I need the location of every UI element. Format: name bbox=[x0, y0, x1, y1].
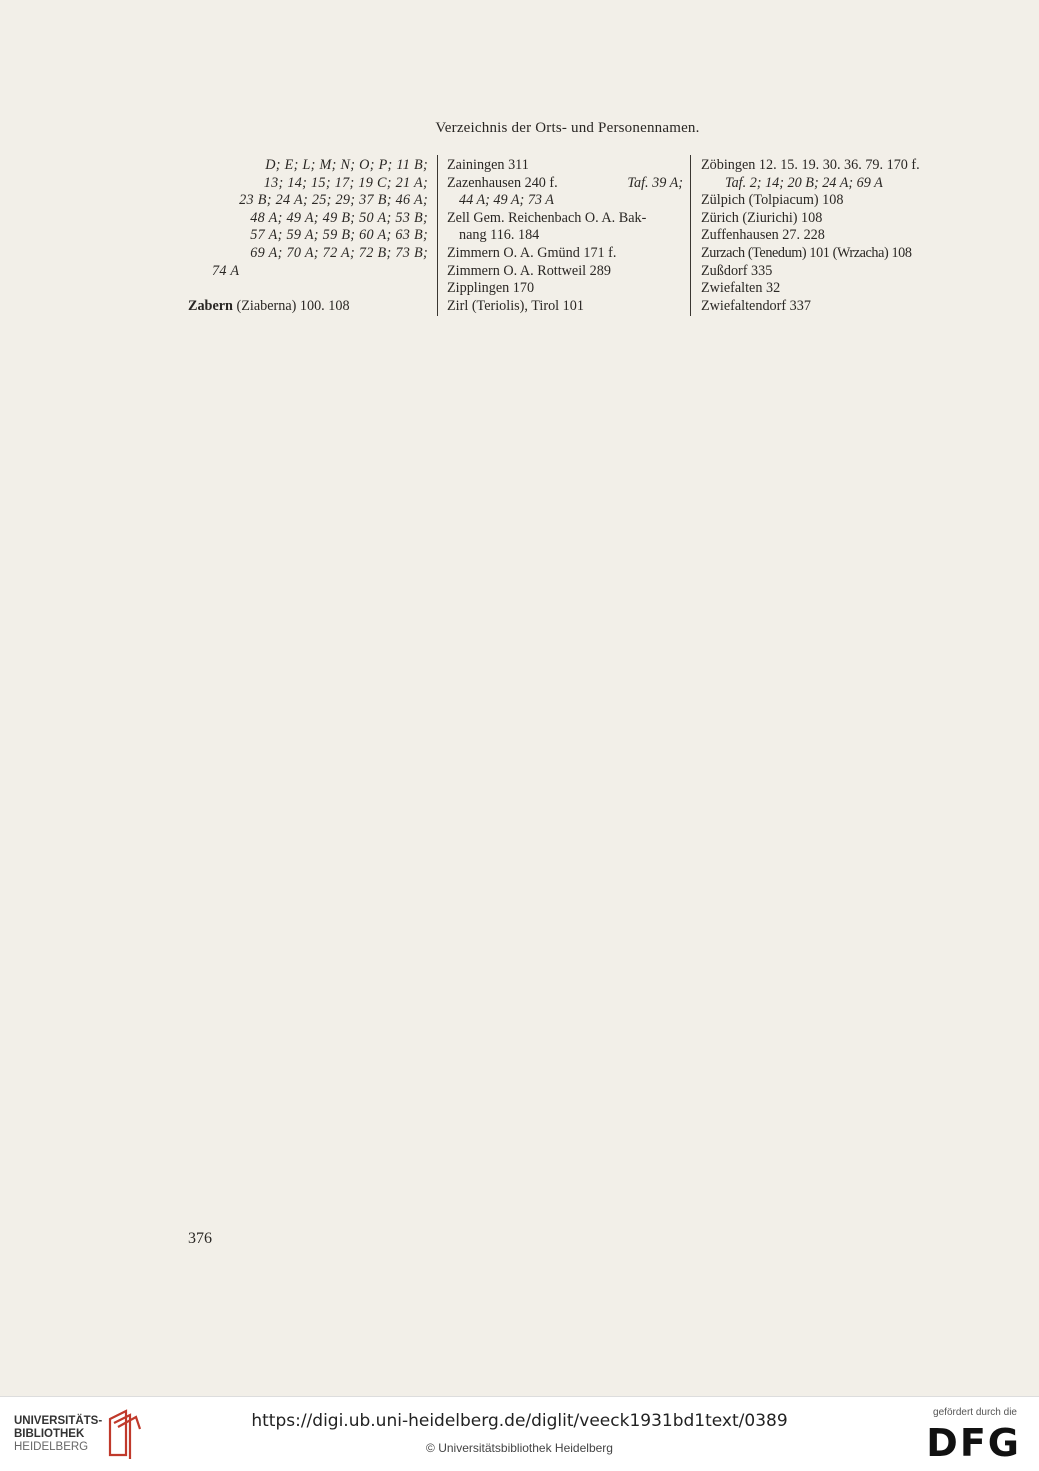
column-divider bbox=[437, 155, 438, 316]
index-entry-continuation: nang 116. 184 bbox=[459, 227, 540, 244]
page-number: 376 bbox=[188, 1230, 212, 1247]
index-entry: Zülpich (Tolpiacum) 108 bbox=[701, 192, 844, 209]
index-entry-zabern bbox=[188, 298, 428, 316]
library-logo-line: UNIVERSITÄTS- bbox=[14, 1415, 103, 1427]
index-entry: Zimmern O. A. Gmünd 171 f. bbox=[447, 244, 617, 261]
index-entry: Zimmern O. A. Rottweil 289 bbox=[447, 262, 611, 279]
index-entry-continuation: D; E; L; M; N; O; P; 11 B; bbox=[265, 157, 428, 173]
index-entry-heading: Zabern bbox=[188, 297, 233, 314]
running-head bbox=[0, 120, 1039, 137]
index-entry: Zwiefaltendorf 337 bbox=[701, 297, 811, 314]
index-entry: Zurzach (Tenedum) 101 (Wrzacha) 108 bbox=[701, 244, 912, 261]
index-column-3 bbox=[701, 157, 947, 315]
index-entry: Zöbingen 12. 15. 19. 30. 36. 79. 170 f. bbox=[701, 157, 920, 173]
permalink-url[interactable]: https://digi.ub.uni-heidelberg.de/diglit/veeck1931bd1text/0389 bbox=[251, 1411, 788, 1431]
index-entry: Zwiefalten 32 bbox=[701, 280, 781, 297]
column-divider bbox=[690, 155, 691, 316]
index-entry: Zell Gem. Reichenbach O. A. Bak- bbox=[447, 209, 647, 226]
library-logo-line: HEIDELBERG bbox=[14, 1441, 89, 1453]
dfg-logo[interactable]: DFG bbox=[926, 1421, 1021, 1465]
index-entry: Zipplingen 170 bbox=[447, 280, 535, 297]
index-entry: Zainingen 311 bbox=[447, 157, 529, 173]
index-entry-plates: Taf. 2; 14; 20 B; 24 A; 69 A bbox=[725, 174, 883, 191]
index-entry-continuation: 44 A; 49 A; 73 A bbox=[459, 192, 554, 209]
copyright-notice: © Universitätsbibliothek Heidelberg bbox=[426, 1441, 613, 1455]
index-entry-text: Zazenhausen 240 f. bbox=[447, 174, 558, 191]
index-entry-plates: Taf. 39 A; bbox=[627, 174, 683, 191]
running-head-title: Verzeichnis der Orts- und Personennamen. bbox=[435, 120, 700, 136]
viewer-footer bbox=[0, 1396, 1039, 1471]
index-entry-continuation: 57 A; 59 A; 59 B; 60 A; 63 B; bbox=[250, 227, 428, 244]
index-entry: Zürich (Ziurichi) 108 bbox=[701, 209, 823, 226]
index-entry-continuation: 23 B; 24 A; 25; 29; 37 B; 46 A; bbox=[239, 192, 428, 209]
index-entry-continuation: 13; 14; 15; 17; 19 C; 21 A; bbox=[263, 174, 428, 191]
index-column-1 bbox=[188, 157, 428, 315]
index-entry-continuation: 69 A; 70 A; 72 A; 72 B; 73 B; bbox=[250, 244, 428, 261]
index-entry bbox=[447, 175, 683, 193]
library-logo-line: BIBLIOTHEK bbox=[14, 1428, 85, 1440]
index-column-2 bbox=[447, 157, 683, 315]
funding-caption: gefördert durch die bbox=[933, 1407, 1017, 1418]
index-entry: Zuffenhausen 27. 228 bbox=[701, 227, 825, 244]
index-entry: Zirl (Teriolis), Tirol 101 bbox=[447, 297, 584, 314]
index-entry-continuation: 74 A bbox=[212, 262, 240, 279]
index-entry-text: (Ziaberna) 100. 108 bbox=[232, 297, 350, 314]
index-entry-continuation: 48 A; 49 A; 49 B; 50 A; 53 B; bbox=[250, 209, 428, 226]
index-entry: Zußdorf 335 bbox=[701, 262, 773, 279]
